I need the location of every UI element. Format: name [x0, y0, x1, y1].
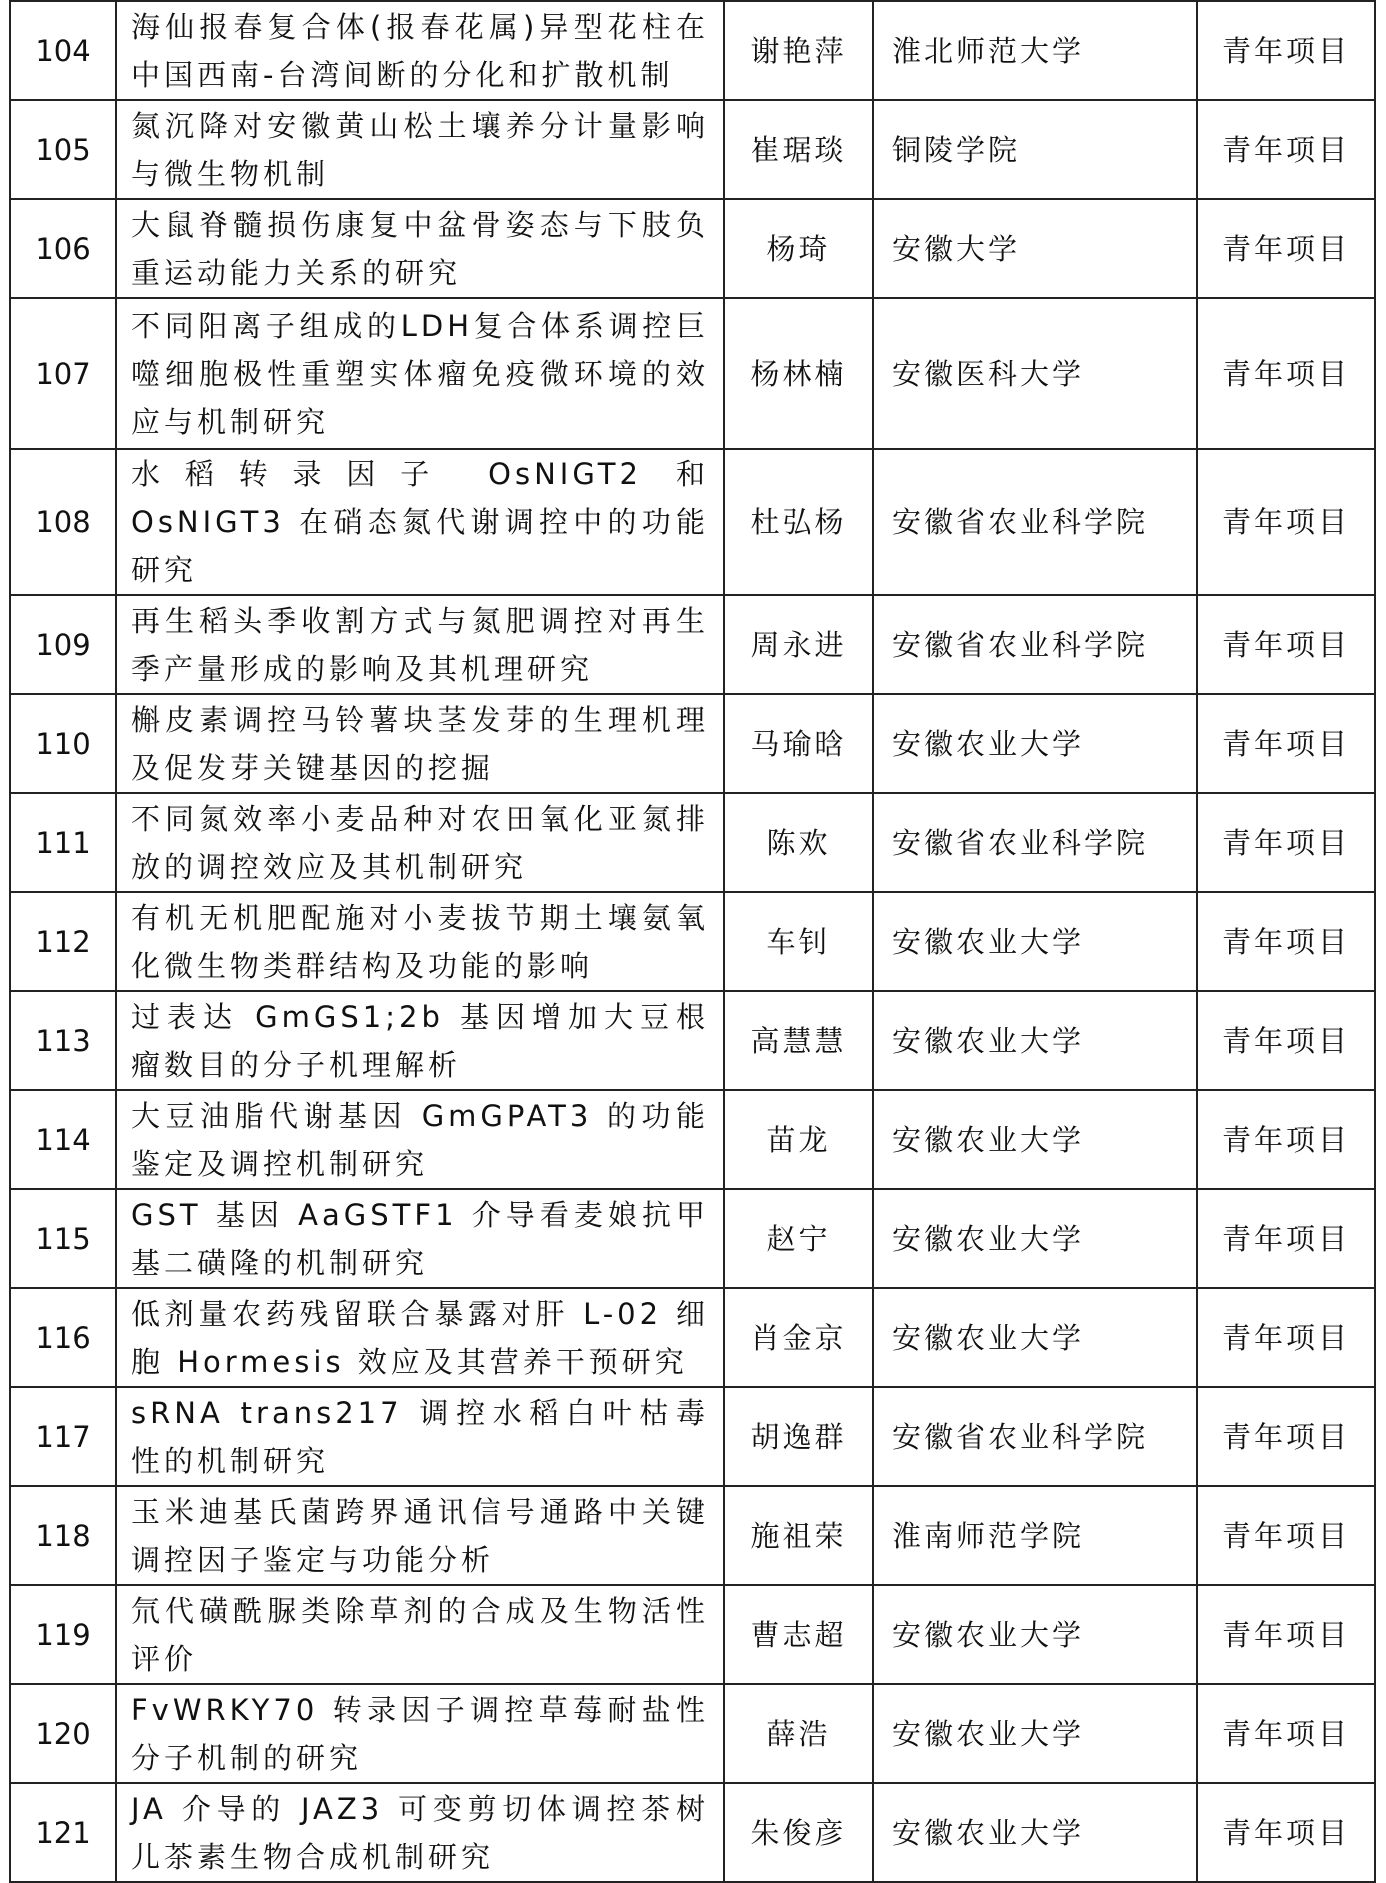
- institution: 安徽农业大学: [873, 1090, 1197, 1189]
- project-title: [116, 449, 724, 595]
- project-number: 112: [10, 892, 116, 991]
- project-number: 117: [10, 1387, 116, 1486]
- institution: 安徽农业大学: [873, 1288, 1197, 1387]
- project-number: 106: [10, 199, 116, 298]
- principal-investigator: 薛浩: [724, 1684, 873, 1783]
- project-number: 115: [10, 1189, 116, 1288]
- table-row: [10, 1189, 1375, 1288]
- project-title: [116, 100, 724, 199]
- project-number: 120: [10, 1684, 116, 1783]
- project-title: [116, 1585, 724, 1684]
- project-title: [116, 1783, 724, 1882]
- project-title-text: 海仙报春复合体(报春花属)异型花柱在中国西南-台湾间断的分化和扩散机制: [131, 9, 709, 92]
- project-title-text: 不同氮效率小麦品种对农田氧化亚氮排放的调控效应及其机制研究: [131, 801, 709, 884]
- project-number: 105: [10, 100, 116, 199]
- project-title: [116, 1189, 724, 1288]
- project-type: 青年项目: [1197, 1, 1375, 100]
- project-title: [116, 991, 724, 1090]
- principal-investigator: 车钊: [724, 892, 873, 991]
- table-row: [10, 1585, 1375, 1684]
- table-row: [10, 1387, 1375, 1486]
- project-number: 114: [10, 1090, 116, 1189]
- principal-investigator: 高慧慧: [724, 991, 873, 1090]
- project-type: 青年项目: [1197, 1090, 1375, 1189]
- table-row: [10, 1288, 1375, 1387]
- principal-investigator: 杜弘杨: [724, 449, 873, 595]
- institution: 安徽省农业科学院: [873, 1387, 1197, 1486]
- principal-investigator: 苗龙: [724, 1090, 873, 1189]
- project-type: 青年项目: [1197, 1684, 1375, 1783]
- institution: 安徽农业大学: [873, 1783, 1197, 1882]
- project-title-text: 玉米迪基氏菌跨界通讯信号通路中关键调控因子鉴定与功能分析: [131, 1494, 709, 1577]
- institution: 安徽农业大学: [873, 1189, 1197, 1288]
- project-number: 119: [10, 1585, 116, 1684]
- institution: 安徽农业大学: [873, 1585, 1197, 1684]
- project-title: [116, 1288, 724, 1387]
- project-title-text: 大鼠脊髓损伤康复中盆骨姿态与下肢负重运动能力关系的研究: [131, 207, 709, 290]
- institution: 淮南师范学院: [873, 1486, 1197, 1585]
- project-title: [116, 1, 724, 100]
- project-title-text: 水稻转录因子 OsNIGT2 和 OsNIGT3 在硝态氮代谢调控中的功能研究: [131, 457, 709, 587]
- institution: 安徽省农业科学院: [873, 793, 1197, 892]
- project-number: 118: [10, 1486, 116, 1585]
- principal-investigator: 陈欢: [724, 793, 873, 892]
- project-number: 104: [10, 1, 116, 100]
- project-title: [116, 595, 724, 694]
- project-title-text: 氮沉降对安徽黄山松土壤养分计量影响与微生物机制: [131, 108, 709, 191]
- table-row: [10, 1783, 1375, 1882]
- project-title: [116, 1684, 724, 1783]
- table-row: [10, 793, 1375, 892]
- principal-investigator: 胡逸群: [724, 1387, 873, 1486]
- project-title-text: 再生稻头季收割方式与氮肥调控对再生季产量形成的影响及其机理研究: [131, 603, 709, 686]
- project-title: [116, 1486, 724, 1585]
- project-type: 青年项目: [1197, 1486, 1375, 1585]
- institution: 铜陵学院: [873, 100, 1197, 199]
- project-type: 青年项目: [1197, 298, 1375, 449]
- institution: 安徽医科大学: [873, 298, 1197, 449]
- project-type: 青年项目: [1197, 1288, 1375, 1387]
- project-title-text: 大豆油脂代谢基因 GmGPAT3 的功能鉴定及调控机制研究: [131, 1098, 709, 1181]
- project-title-text: 槲皮素调控马铃薯块茎发芽的生理机理及促发芽关键基因的挖掘: [131, 702, 709, 785]
- project-type: 青年项目: [1197, 694, 1375, 793]
- institution: 安徽大学: [873, 199, 1197, 298]
- principal-investigator: 赵宁: [724, 1189, 873, 1288]
- project-number: 121: [10, 1783, 116, 1882]
- project-type: 青年项目: [1197, 1783, 1375, 1882]
- project-number: 109: [10, 595, 116, 694]
- principal-investigator: 马瑜晗: [724, 694, 873, 793]
- table-row: [10, 1090, 1375, 1189]
- project-type: 青年项目: [1197, 793, 1375, 892]
- project-number: 113: [10, 991, 116, 1090]
- project-title-text: 有机无机肥配施对小麦拔节期土壤氨氧化微生物类群结构及功能的影响: [131, 900, 709, 983]
- table-row: [10, 1486, 1375, 1585]
- project-type: 青年项目: [1197, 1585, 1375, 1684]
- project-title-text: GST 基因 AaGSTF1 介导看麦娘抗甲基二磺隆的机制研究: [131, 1197, 709, 1280]
- table-row: [10, 1684, 1375, 1783]
- table-row: [10, 298, 1375, 449]
- project-type: 青年项目: [1197, 449, 1375, 595]
- project-type: 青年项目: [1197, 991, 1375, 1090]
- table-row: [10, 100, 1375, 199]
- project-title-text: 过表达 GmGS1;2b 基因增加大豆根瘤数目的分子机理解析: [131, 999, 709, 1082]
- project-number: 116: [10, 1288, 116, 1387]
- project-type: 青年项目: [1197, 595, 1375, 694]
- project-title-text: JA 介导的 JAZ3 可变剪切体调控茶树儿茶素生物合成机制研究: [131, 1791, 709, 1874]
- project-type: 青年项目: [1197, 1387, 1375, 1486]
- project-type: 青年项目: [1197, 1189, 1375, 1288]
- table-row: [10, 892, 1375, 991]
- principal-investigator: 施祖荣: [724, 1486, 873, 1585]
- table-row: [10, 595, 1375, 694]
- project-title: [116, 1387, 724, 1486]
- project-type: 青年项目: [1197, 199, 1375, 298]
- table-row: [10, 449, 1375, 595]
- project-title: [116, 892, 724, 991]
- project-number: 110: [10, 694, 116, 793]
- project-title-text: FvWRKY70 转录因子调控草莓耐盐性分子机制的研究: [131, 1692, 709, 1775]
- principal-investigator: 杨林楠: [724, 298, 873, 449]
- principal-investigator: 杨琦: [724, 199, 873, 298]
- institution: 安徽农业大学: [873, 991, 1197, 1090]
- project-title: [116, 694, 724, 793]
- project-title-text: 氘代磺酰脲类除草剂的合成及生物活性评价: [131, 1593, 709, 1676]
- table-row: [10, 694, 1375, 793]
- table-row: [10, 199, 1375, 298]
- project-type: 青年项目: [1197, 100, 1375, 199]
- project-type: 青年项目: [1197, 892, 1375, 991]
- project-title: [116, 793, 724, 892]
- institution: 安徽农业大学: [873, 694, 1197, 793]
- project-number: 111: [10, 793, 116, 892]
- project-title-text: sRNA trans217 调控水稻白叶枯毒性的机制研究: [131, 1395, 709, 1478]
- table-row: [10, 991, 1375, 1090]
- principal-investigator: 周永进: [724, 595, 873, 694]
- project-title: [116, 298, 724, 449]
- institution: 安徽农业大学: [873, 1684, 1197, 1783]
- institution: 安徽省农业科学院: [873, 449, 1197, 595]
- institution: 安徽省农业科学院: [873, 595, 1197, 694]
- principal-investigator: 谢艳萍: [724, 1, 873, 100]
- institution: 淮北师范大学: [873, 1, 1197, 100]
- project-number: 107: [10, 298, 116, 449]
- principal-investigator: 朱俊彦: [724, 1783, 873, 1882]
- table-row: [10, 1, 1375, 100]
- project-table-body: [10, 1, 1375, 1882]
- project-title: [116, 199, 724, 298]
- project-table: [9, 0, 1376, 1883]
- project-title: [116, 1090, 724, 1189]
- principal-investigator: 崔琚琰: [724, 100, 873, 199]
- project-number: 108: [10, 449, 116, 595]
- institution: 安徽农业大学: [873, 892, 1197, 991]
- project-title-text: 不同阳离子组成的LDH复合体系调控巨噬细胞极性重塑实体瘤免疫微环境的效应与机制研究: [131, 308, 709, 439]
- project-title-text: 低剂量农药残留联合暴露对肝 L-02 细胞 Hormesis 效应及其营养干预研究: [131, 1296, 709, 1379]
- principal-investigator: 肖金京: [724, 1288, 873, 1387]
- principal-investigator: 曹志超: [724, 1585, 873, 1684]
